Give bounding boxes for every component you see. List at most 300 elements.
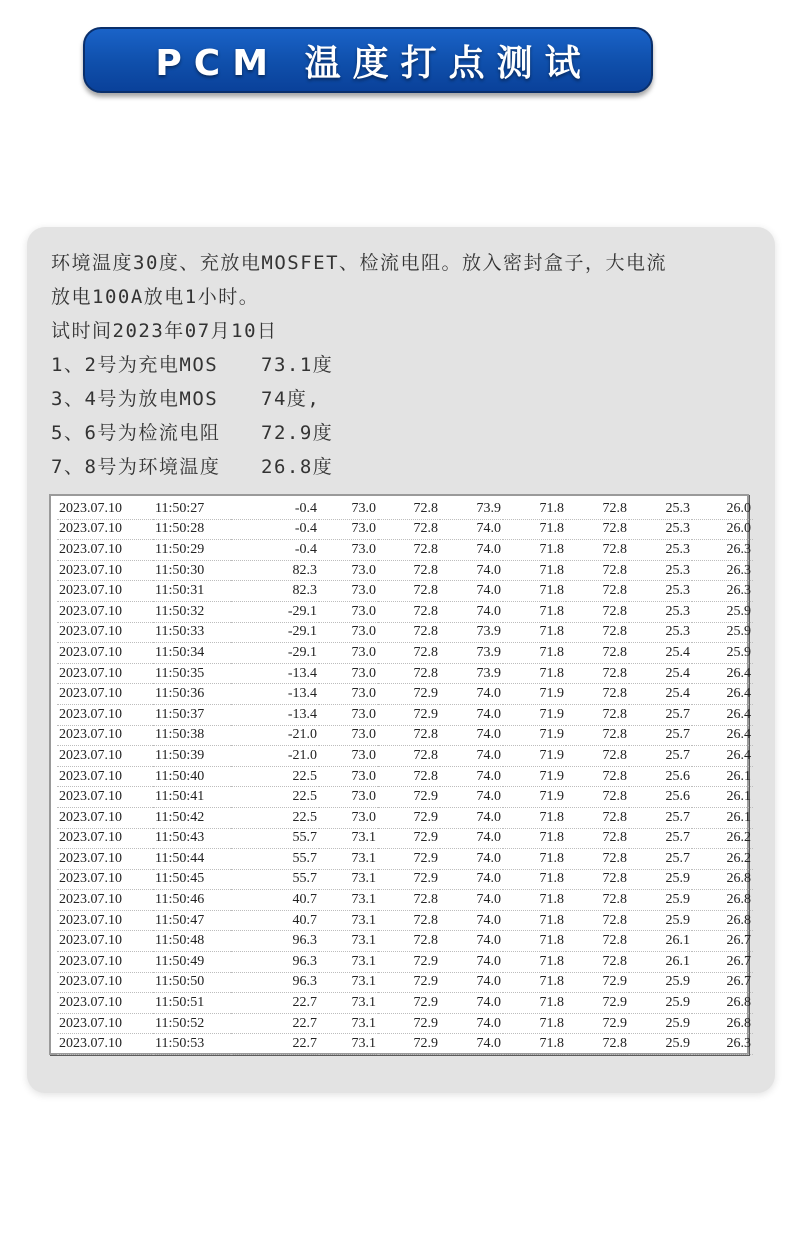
- log-value-cell: 73.1: [319, 828, 378, 849]
- log-value-cell: 55.7: [231, 849, 319, 870]
- log-value-cell: 73.0: [319, 746, 378, 767]
- log-value-cell: 73.0: [319, 766, 378, 787]
- log-value-cell: 71.8: [503, 601, 566, 622]
- log-value-cell: 71.9: [503, 787, 566, 808]
- log-value-cell: 74.0: [440, 1013, 503, 1034]
- log-value-cell: 71.8: [503, 663, 566, 684]
- log-value-cell: 74.0: [440, 1034, 503, 1055]
- log-value-cell: 25.4: [629, 684, 692, 705]
- table-row: [57, 643, 753, 664]
- log-value-cell: -0.4: [231, 519, 319, 540]
- log-value-cell: -13.4: [231, 663, 319, 684]
- reading-label: 1、2号为充电MOS: [51, 354, 219, 376]
- log-date-cell: 2023.07.10: [57, 869, 153, 890]
- log-value-cell: 25.9: [629, 972, 692, 993]
- log-value-cell: 26.0: [692, 499, 753, 519]
- log-value-cell: -29.1: [231, 643, 319, 664]
- log-value-cell: 74.0: [440, 560, 503, 581]
- log-date-cell: 2023.07.10: [57, 807, 153, 828]
- log-value-cell: 26.1: [692, 787, 753, 808]
- log-date-cell: 2023.07.10: [57, 704, 153, 725]
- log-value-cell: 26.4: [692, 684, 753, 705]
- log-value-cell: 71.8: [503, 1034, 566, 1055]
- log-time-cell: 11:50:50: [153, 972, 231, 993]
- table-row: [57, 890, 753, 911]
- table-row: [57, 972, 753, 993]
- log-value-cell: 72.8: [378, 643, 440, 664]
- log-value-cell: 82.3: [231, 560, 319, 581]
- log-date-cell: 2023.07.10: [57, 519, 153, 540]
- log-value-cell: 71.8: [503, 1013, 566, 1034]
- log-time-cell: 11:50:38: [153, 725, 231, 746]
- temperature-log-table: [57, 499, 753, 1055]
- log-time-cell: 11:50:48: [153, 931, 231, 952]
- log-value-cell: 74.0: [440, 993, 503, 1014]
- log-value-cell: 25.7: [629, 828, 692, 849]
- log-date-cell: 2023.07.10: [57, 663, 153, 684]
- log-value-cell: 72.8: [566, 1034, 629, 1055]
- log-value-cell: 26.8: [692, 993, 753, 1014]
- log-value-cell: 73.0: [319, 581, 378, 602]
- log-value-cell: -0.4: [231, 499, 319, 519]
- log-value-cell: -21.0: [231, 725, 319, 746]
- log-value-cell: 72.8: [378, 540, 440, 561]
- log-date-cell: 2023.07.10: [57, 560, 153, 581]
- log-time-cell: 11:50:29: [153, 540, 231, 561]
- content-card: [27, 227, 775, 1093]
- table-row: [57, 725, 753, 746]
- log-time-cell: 11:50:36: [153, 684, 231, 705]
- log-value-cell: 25.7: [629, 807, 692, 828]
- log-value-cell: 74.0: [440, 910, 503, 931]
- title-banner: [83, 27, 653, 93]
- reading-value: 74度,: [261, 388, 321, 410]
- log-date-cell: 2023.07.10: [57, 622, 153, 643]
- log-time-cell: 11:50:37: [153, 704, 231, 725]
- log-value-cell: 25.9: [629, 910, 692, 931]
- log-value-cell: 73.0: [319, 643, 378, 664]
- log-value-cell: 72.8: [378, 560, 440, 581]
- log-value-cell: 22.7: [231, 1034, 319, 1055]
- log-value-cell: 25.3: [629, 519, 692, 540]
- log-body: [57, 499, 753, 1055]
- log-value-cell: 73.1: [319, 869, 378, 890]
- log-value-cell: 73.9: [440, 622, 503, 643]
- log-value-cell: 72.9: [378, 1034, 440, 1055]
- log-value-cell: 96.3: [231, 972, 319, 993]
- log-date-cell: 2023.07.10: [57, 787, 153, 808]
- log-value-cell: 72.8: [566, 952, 629, 973]
- log-value-cell: 26.3: [692, 1034, 753, 1055]
- log-time-cell: 11:50:27: [153, 499, 231, 519]
- log-value-cell: 26.4: [692, 746, 753, 767]
- log-date-cell: 2023.07.10: [57, 601, 153, 622]
- log-value-cell: 71.8: [503, 869, 566, 890]
- log-value-cell: 26.3: [692, 560, 753, 581]
- table-row: [57, 993, 753, 1014]
- log-time-cell: 11:50:52: [153, 1013, 231, 1034]
- log-value-cell: 74.0: [440, 684, 503, 705]
- log-value-cell: 72.8: [378, 890, 440, 911]
- table-row: [57, 787, 753, 808]
- log-value-cell: 25.3: [629, 622, 692, 643]
- log-value-cell: 72.9: [378, 704, 440, 725]
- log-value-cell: 72.9: [566, 972, 629, 993]
- log-value-cell: 74.0: [440, 952, 503, 973]
- log-value-cell: 73.0: [319, 684, 378, 705]
- table-row: [57, 828, 753, 849]
- log-value-cell: 72.8: [566, 890, 629, 911]
- log-value-cell: 25.9: [692, 622, 753, 643]
- log-value-cell: 71.8: [503, 993, 566, 1014]
- reading-discharge-mos: [51, 382, 761, 416]
- log-value-cell: 73.0: [319, 519, 378, 540]
- log-value-cell: 71.8: [503, 519, 566, 540]
- log-value-cell: 26.4: [692, 725, 753, 746]
- log-value-cell: 25.3: [629, 581, 692, 602]
- log-time-cell: 11:50:42: [153, 807, 231, 828]
- log-value-cell: 25.7: [629, 849, 692, 870]
- log-value-cell: 73.9: [440, 499, 503, 519]
- log-value-cell: 72.8: [566, 766, 629, 787]
- log-value-cell: 25.9: [629, 869, 692, 890]
- log-value-cell: 26.8: [692, 890, 753, 911]
- log-value-cell: 71.8: [503, 828, 566, 849]
- log-value-cell: 25.6: [629, 766, 692, 787]
- log-value-cell: 73.0: [319, 663, 378, 684]
- log-value-cell: 72.9: [378, 993, 440, 1014]
- log-value-cell: 26.4: [692, 663, 753, 684]
- log-value-cell: 72.8: [566, 931, 629, 952]
- log-date-cell: 2023.07.10: [57, 910, 153, 931]
- log-date-cell: 2023.07.10: [57, 746, 153, 767]
- log-value-cell: 72.9: [378, 1013, 440, 1034]
- log-value-cell: 72.9: [378, 869, 440, 890]
- log-value-cell: 73.0: [319, 807, 378, 828]
- log-value-cell: 26.2: [692, 828, 753, 849]
- log-value-cell: 26.1: [692, 807, 753, 828]
- log-time-cell: 11:50:46: [153, 890, 231, 911]
- log-value-cell: 25.6: [629, 787, 692, 808]
- log-value-cell: 72.8: [378, 725, 440, 746]
- log-date-cell: 2023.07.10: [57, 890, 153, 911]
- log-value-cell: 72.8: [378, 910, 440, 931]
- log-value-cell: 71.8: [503, 849, 566, 870]
- log-value-cell: 40.7: [231, 890, 319, 911]
- log-value-cell: 26.7: [692, 972, 753, 993]
- log-value-cell: 72.9: [378, 952, 440, 973]
- log-value-cell: 25.4: [629, 663, 692, 684]
- log-value-cell: 73.1: [319, 910, 378, 931]
- log-value-cell: 71.9: [503, 725, 566, 746]
- log-value-cell: 26.1: [629, 952, 692, 973]
- log-value-cell: 74.0: [440, 704, 503, 725]
- log-date-cell: 2023.07.10: [57, 766, 153, 787]
- log-date-cell: 2023.07.10: [57, 972, 153, 993]
- table-row: [57, 746, 753, 767]
- log-value-cell: 72.8: [378, 622, 440, 643]
- table-row: [57, 663, 753, 684]
- log-value-cell: 72.8: [566, 910, 629, 931]
- log-value-cell: 72.9: [566, 1013, 629, 1034]
- log-value-cell: 72.8: [566, 560, 629, 581]
- log-value-cell: 25.7: [629, 704, 692, 725]
- log-value-cell: 26.8: [692, 910, 753, 931]
- log-value-cell: 72.9: [378, 849, 440, 870]
- table-row: [57, 931, 753, 952]
- table-row: [57, 910, 753, 931]
- log-value-cell: 73.0: [319, 787, 378, 808]
- log-value-cell: 26.4: [692, 704, 753, 725]
- log-value-cell: 26.1: [692, 766, 753, 787]
- log-value-cell: 96.3: [231, 931, 319, 952]
- log-value-cell: 26.7: [692, 952, 753, 973]
- log-value-cell: 22.7: [231, 1013, 319, 1034]
- log-value-cell: -13.4: [231, 684, 319, 705]
- table-row: [57, 684, 753, 705]
- log-value-cell: 74.0: [440, 766, 503, 787]
- log-value-cell: 73.0: [319, 622, 378, 643]
- table-row: [57, 499, 753, 519]
- log-value-cell: 72.8: [566, 643, 629, 664]
- log-value-cell: 74.0: [440, 581, 503, 602]
- log-value-cell: 72.8: [566, 540, 629, 561]
- log-value-cell: 73.0: [319, 560, 378, 581]
- log-date-cell: 2023.07.10: [57, 931, 153, 952]
- log-value-cell: 72.8: [378, 766, 440, 787]
- reading-shunt-resistor: [51, 416, 761, 450]
- table-row: [57, 560, 753, 581]
- log-value-cell: 22.5: [231, 766, 319, 787]
- log-value-cell: 71.9: [503, 684, 566, 705]
- log-value-cell: 71.8: [503, 931, 566, 952]
- temperature-log: [49, 494, 749, 1055]
- log-value-cell: 25.3: [629, 540, 692, 561]
- log-value-cell: 74.0: [440, 725, 503, 746]
- log-value-cell: 73.1: [319, 993, 378, 1014]
- reading-value: 72.9度: [261, 422, 334, 444]
- log-value-cell: 26.8: [692, 869, 753, 890]
- log-value-cell: 74.0: [440, 849, 503, 870]
- table-row: [57, 622, 753, 643]
- log-time-cell: 11:50:34: [153, 643, 231, 664]
- table-row: [57, 601, 753, 622]
- log-date-cell: 2023.07.10: [57, 1034, 153, 1055]
- log-time-cell: 11:50:41: [153, 787, 231, 808]
- log-time-cell: 11:50:33: [153, 622, 231, 643]
- log-value-cell: 73.1: [319, 952, 378, 973]
- log-value-cell: 26.1: [629, 931, 692, 952]
- log-value-cell: 72.8: [566, 725, 629, 746]
- log-time-cell: 11:50:44: [153, 849, 231, 870]
- log-value-cell: 74.0: [440, 519, 503, 540]
- log-date-cell: 2023.07.10: [57, 828, 153, 849]
- log-date-cell: 2023.07.10: [57, 499, 153, 519]
- log-value-cell: 25.7: [629, 725, 692, 746]
- log-value-cell: 71.8: [503, 540, 566, 561]
- log-value-cell: 73.1: [319, 1013, 378, 1034]
- log-value-cell: 96.3: [231, 952, 319, 973]
- test-date-line: 试时间2023年07月10日: [51, 320, 278, 342]
- log-value-cell: 72.8: [566, 704, 629, 725]
- log-date-cell: 2023.07.10: [57, 684, 153, 705]
- log-value-cell: 74.0: [440, 601, 503, 622]
- log-time-cell: 11:50:28: [153, 519, 231, 540]
- log-value-cell: 73.0: [319, 499, 378, 519]
- log-time-cell: 11:50:51: [153, 993, 231, 1014]
- log-date-cell: 2023.07.10: [57, 849, 153, 870]
- table-row: [57, 807, 753, 828]
- log-value-cell: 55.7: [231, 828, 319, 849]
- log-time-cell: 11:50:43: [153, 828, 231, 849]
- log-value-cell: 73.9: [440, 663, 503, 684]
- log-value-cell: 71.8: [503, 560, 566, 581]
- log-value-cell: 25.7: [629, 746, 692, 767]
- log-value-cell: 72.8: [378, 581, 440, 602]
- log-value-cell: 73.0: [319, 725, 378, 746]
- log-value-cell: 72.9: [378, 684, 440, 705]
- log-time-cell: 11:50:39: [153, 746, 231, 767]
- log-time-cell: 11:50:35: [153, 663, 231, 684]
- log-value-cell: 25.9: [692, 643, 753, 664]
- reading-ambient: [51, 450, 761, 484]
- table-row: [57, 849, 753, 870]
- log-time-cell: 11:50:47: [153, 910, 231, 931]
- log-value-cell: -13.4: [231, 704, 319, 725]
- log-value-cell: 72.8: [378, 519, 440, 540]
- reading-label: 3、4号为放电MOS: [51, 388, 219, 410]
- log-time-cell: 11:50:32: [153, 601, 231, 622]
- log-value-cell: 72.8: [566, 663, 629, 684]
- log-value-cell: 73.1: [319, 1034, 378, 1055]
- log-value-cell: 71.8: [503, 581, 566, 602]
- log-value-cell: 72.8: [378, 746, 440, 767]
- log-value-cell: 72.9: [378, 972, 440, 993]
- log-value-cell: 73.0: [319, 601, 378, 622]
- log-value-cell: 72.8: [566, 746, 629, 767]
- log-value-cell: -29.1: [231, 601, 319, 622]
- page-title: PCM 温度打点测试: [155, 42, 593, 84]
- log-date-cell: 2023.07.10: [57, 725, 153, 746]
- log-value-cell: 26.8: [692, 1013, 753, 1034]
- log-value-cell: 71.8: [503, 972, 566, 993]
- log-value-cell: 71.9: [503, 704, 566, 725]
- log-value-cell: 74.0: [440, 972, 503, 993]
- log-value-cell: 73.9: [440, 643, 503, 664]
- log-value-cell: 25.9: [692, 601, 753, 622]
- log-value-cell: 26.0: [692, 519, 753, 540]
- log-value-cell: 74.0: [440, 807, 503, 828]
- log-value-cell: 22.7: [231, 993, 319, 1014]
- log-value-cell: 72.9: [566, 993, 629, 1014]
- log-value-cell: 72.8: [566, 519, 629, 540]
- log-time-cell: 11:50:30: [153, 560, 231, 581]
- test-description: [51, 246, 761, 484]
- log-value-cell: 74.0: [440, 890, 503, 911]
- log-value-cell: 71.9: [503, 746, 566, 767]
- table-row: [57, 704, 753, 725]
- log-value-cell: 72.8: [378, 931, 440, 952]
- log-value-cell: 71.8: [503, 890, 566, 911]
- log-value-cell: 74.0: [440, 540, 503, 561]
- log-value-cell: 71.8: [503, 910, 566, 931]
- log-value-cell: 25.9: [629, 890, 692, 911]
- log-time-cell: 11:50:49: [153, 952, 231, 973]
- log-value-cell: 40.7: [231, 910, 319, 931]
- log-value-cell: 55.7: [231, 869, 319, 890]
- log-value-cell: 25.9: [629, 1013, 692, 1034]
- table-row: [57, 1034, 753, 1055]
- description-line-2: 放电100A放电1小时。: [51, 286, 260, 308]
- log-value-cell: 72.8: [378, 663, 440, 684]
- log-value-cell: 71.8: [503, 622, 566, 643]
- log-value-cell: 72.8: [566, 581, 629, 602]
- log-value-cell: 71.8: [503, 952, 566, 973]
- reading-label: 5、6号为检流电阻: [51, 422, 221, 444]
- log-value-cell: -29.1: [231, 622, 319, 643]
- log-value-cell: 26.2: [692, 849, 753, 870]
- log-date-cell: 2023.07.10: [57, 540, 153, 561]
- log-value-cell: 73.0: [319, 704, 378, 725]
- log-value-cell: 74.0: [440, 869, 503, 890]
- log-value-cell: 72.8: [566, 869, 629, 890]
- log-time-cell: 11:50:45: [153, 869, 231, 890]
- table-row: [57, 1013, 753, 1034]
- log-value-cell: 25.4: [629, 643, 692, 664]
- log-value-cell: 26.3: [692, 540, 753, 561]
- log-date-cell: 2023.07.10: [57, 1013, 153, 1034]
- log-value-cell: 82.3: [231, 581, 319, 602]
- log-value-cell: 74.0: [440, 746, 503, 767]
- reading-value: 26.8度: [261, 456, 334, 478]
- table-row: [57, 519, 753, 540]
- log-value-cell: 73.1: [319, 849, 378, 870]
- log-value-cell: 25.3: [629, 499, 692, 519]
- reading-value: 73.1度: [261, 354, 334, 376]
- reading-label: 7、8号为环境温度: [51, 456, 221, 478]
- log-value-cell: 26.3: [692, 581, 753, 602]
- log-value-cell: 72.8: [378, 601, 440, 622]
- reading-charge-mos: [51, 348, 761, 382]
- log-value-cell: 72.8: [566, 787, 629, 808]
- log-date-cell: 2023.07.10: [57, 643, 153, 664]
- log-date-cell: 2023.07.10: [57, 952, 153, 973]
- log-value-cell: 72.8: [566, 601, 629, 622]
- log-time-cell: 11:50:31: [153, 581, 231, 602]
- description-line-1: 环境温度30度、充放电MOSFET、检流电阻。放入密封盒子，大电流: [51, 252, 668, 274]
- table-row: [57, 540, 753, 561]
- log-value-cell: 22.5: [231, 787, 319, 808]
- log-value-cell: 72.8: [566, 499, 629, 519]
- log-time-cell: 11:50:53: [153, 1034, 231, 1055]
- log-value-cell: 74.0: [440, 787, 503, 808]
- table-row: [57, 766, 753, 787]
- log-value-cell: 71.8: [503, 807, 566, 828]
- log-value-cell: 72.8: [566, 807, 629, 828]
- log-value-cell: 72.9: [378, 828, 440, 849]
- log-value-cell: -21.0: [231, 746, 319, 767]
- log-value-cell: 73.1: [319, 931, 378, 952]
- log-value-cell: 73.1: [319, 890, 378, 911]
- log-value-cell: 72.8: [566, 828, 629, 849]
- log-value-cell: 72.9: [378, 807, 440, 828]
- log-value-cell: 71.9: [503, 766, 566, 787]
- log-value-cell: 73.0: [319, 540, 378, 561]
- table-row: [57, 581, 753, 602]
- log-value-cell: 72.8: [566, 684, 629, 705]
- log-value-cell: 71.8: [503, 643, 566, 664]
- table-row: [57, 869, 753, 890]
